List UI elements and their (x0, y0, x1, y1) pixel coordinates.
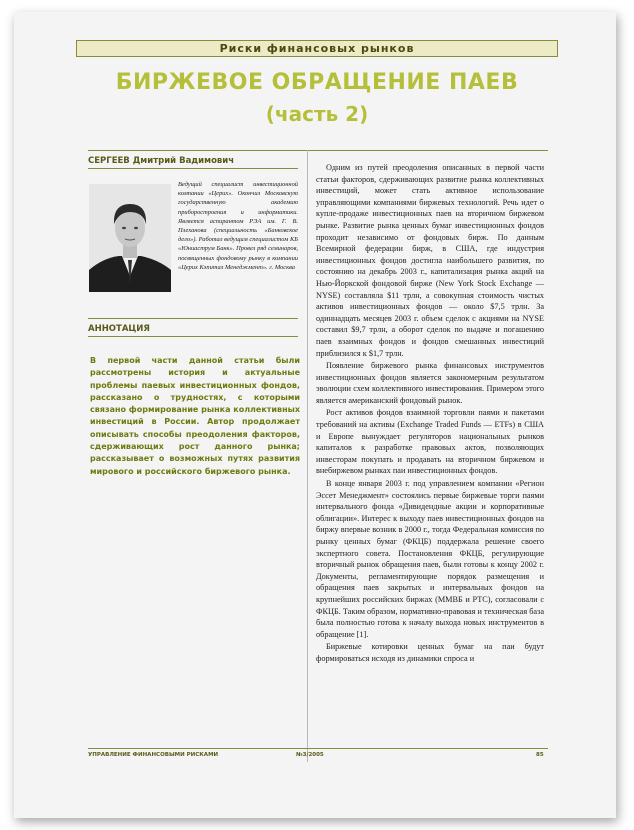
page-number: 85 (536, 752, 544, 758)
rubric-header: Риски финансовых рынков (76, 40, 558, 57)
article-title: БИРЖЕВОЕ ОБРАЩЕНИЕ ПАЕВ (115, 70, 519, 95)
article-subtitle: (часть 2) (265, 102, 369, 126)
paragraph: Рост активов фондов взаимной торговли паями и пакетами требований на активы (Exchange Traded Funds — ETFs) в США и Европе вынуждает регуляторов национальных рынков капиталов к разработке правовых актов, позволяющих инвесторам покупать и продавать на вторичном биржевом и внебиржевом рынках паи инвестиционных фондов. (316, 408, 544, 476)
paragraph: Одним из путей преодоления описанных в первой части статьи факторов, сдерживающих развитие рынка коллективных инвестиций, может стать активное использование управляющими компаниями биржевых технологий. Речь идет о купле-продаже инвестиционных паев на вторичном биржевом рынке. Развитие рынка ценных бумаг инвестиционных фондов проходит независимо от фондовых бирж. По данным Всемирной федерации бирж, в США, где индустрия инвестиционных фондов достигла наибольшего развития, по состоянию на декабрь 2003 г., капитализация рынка акций на Нью-Йоркской фондовой бирже (New York Stock Exchange — NYSE) составляла $11 трлн, а совокупная стоимость чистых активов инвестиционных фондов — около $7,5 трлн. За одиннадцать месяцев 2003 г. объем сделок с акциями на NYSE составил $9,7 трлн, а оборот сделок по выдаче и погашению паев взаимных фондов и фондов смешанных инвестиций приблизился к $1,7 трлн. (316, 163, 544, 358)
author-bio: Ведущий специалист инвестиционной компании «Церих». Окончил Московскую государственную академию приборостроения и информатики. Является аспирантом РЭА им. Г. В. Плеханова (специальность «Банковское дело»). Работал ведущим специалистом КБ «Юниаструм Банк». Провел ряд семинаров, посвященных фондовому рынку в компании «Церих Кэпитал Менеджмент». г. Москва (178, 181, 298, 271)
paragraph: В конце января 2003 г. под управлением компании «Регион Эссет Менеджмент» состоялись первые биржевые торги паями интервального фонда «Дивидендные акции и корпоративные облигации». Интерес к выходу паев инвестиционных фондов на биржу впервые возник в 2000 г., тогда Федеральная комиссия по рынку ценных бумаг (ФКЦБ) поддержала решение своего экспертного совета. Постановления ФКЦБ, регулирующие вторичный рынок обращения паев, были готовы к концу 2002 г. Документы, регламентирующие порядок размещения и обращения паев закрытых и интервальных фондов на крупнейших российских биржах (ММВБ и РТС), согласовали с ФКЦБ. Таким образом, нормативно-правовая и техническая база была полностью готова к началу выхода новых инструментов в обращение [1]. (316, 479, 544, 639)
paragraph: Появление биржевого рынка финансовых инструментов инвестиционных фондов является закономерным результатом эволюции схем коллективного инвестирования. Примером этого является американский фондовый рынок. (316, 361, 544, 405)
author-name: СЕРГЕЕВ Дмитрий Вадимович (88, 156, 235, 166)
annotation-heading: АННОТАЦИЯ (88, 324, 150, 334)
footer-issue: №3/2005 (296, 752, 324, 758)
annotation-top-rule (88, 318, 298, 319)
footer-rule (88, 748, 548, 749)
footer-journal: УПРАВЛЕНИЕ ФИНАНСОВЫМИ РИСКАМИ (88, 752, 219, 758)
title-rule (88, 150, 548, 151)
annotation-text: В первой части данной статьи были рассмотрены история и актуальные проблемы паевых инвестиционных фондов, рассказано о трудностях, с которыми связано формирование рынка коллективных инвестиций в России. Автор продолжает описывать способы преодоления факторов, сдерживающих рост данного рынка; рассказывает о возможных путях развития мирового и российского биржевого рынка. (90, 356, 300, 476)
paragraph: Биржевые котировки ценных бумаг на паи будут формироваться исходя из динамики спроса и (316, 642, 544, 663)
author-rule (88, 168, 298, 169)
column-divider (307, 150, 308, 762)
annotation-rule (88, 336, 298, 337)
article-body (316, 162, 544, 666)
author-portrait-image (89, 184, 171, 292)
author-photo (89, 184, 171, 292)
